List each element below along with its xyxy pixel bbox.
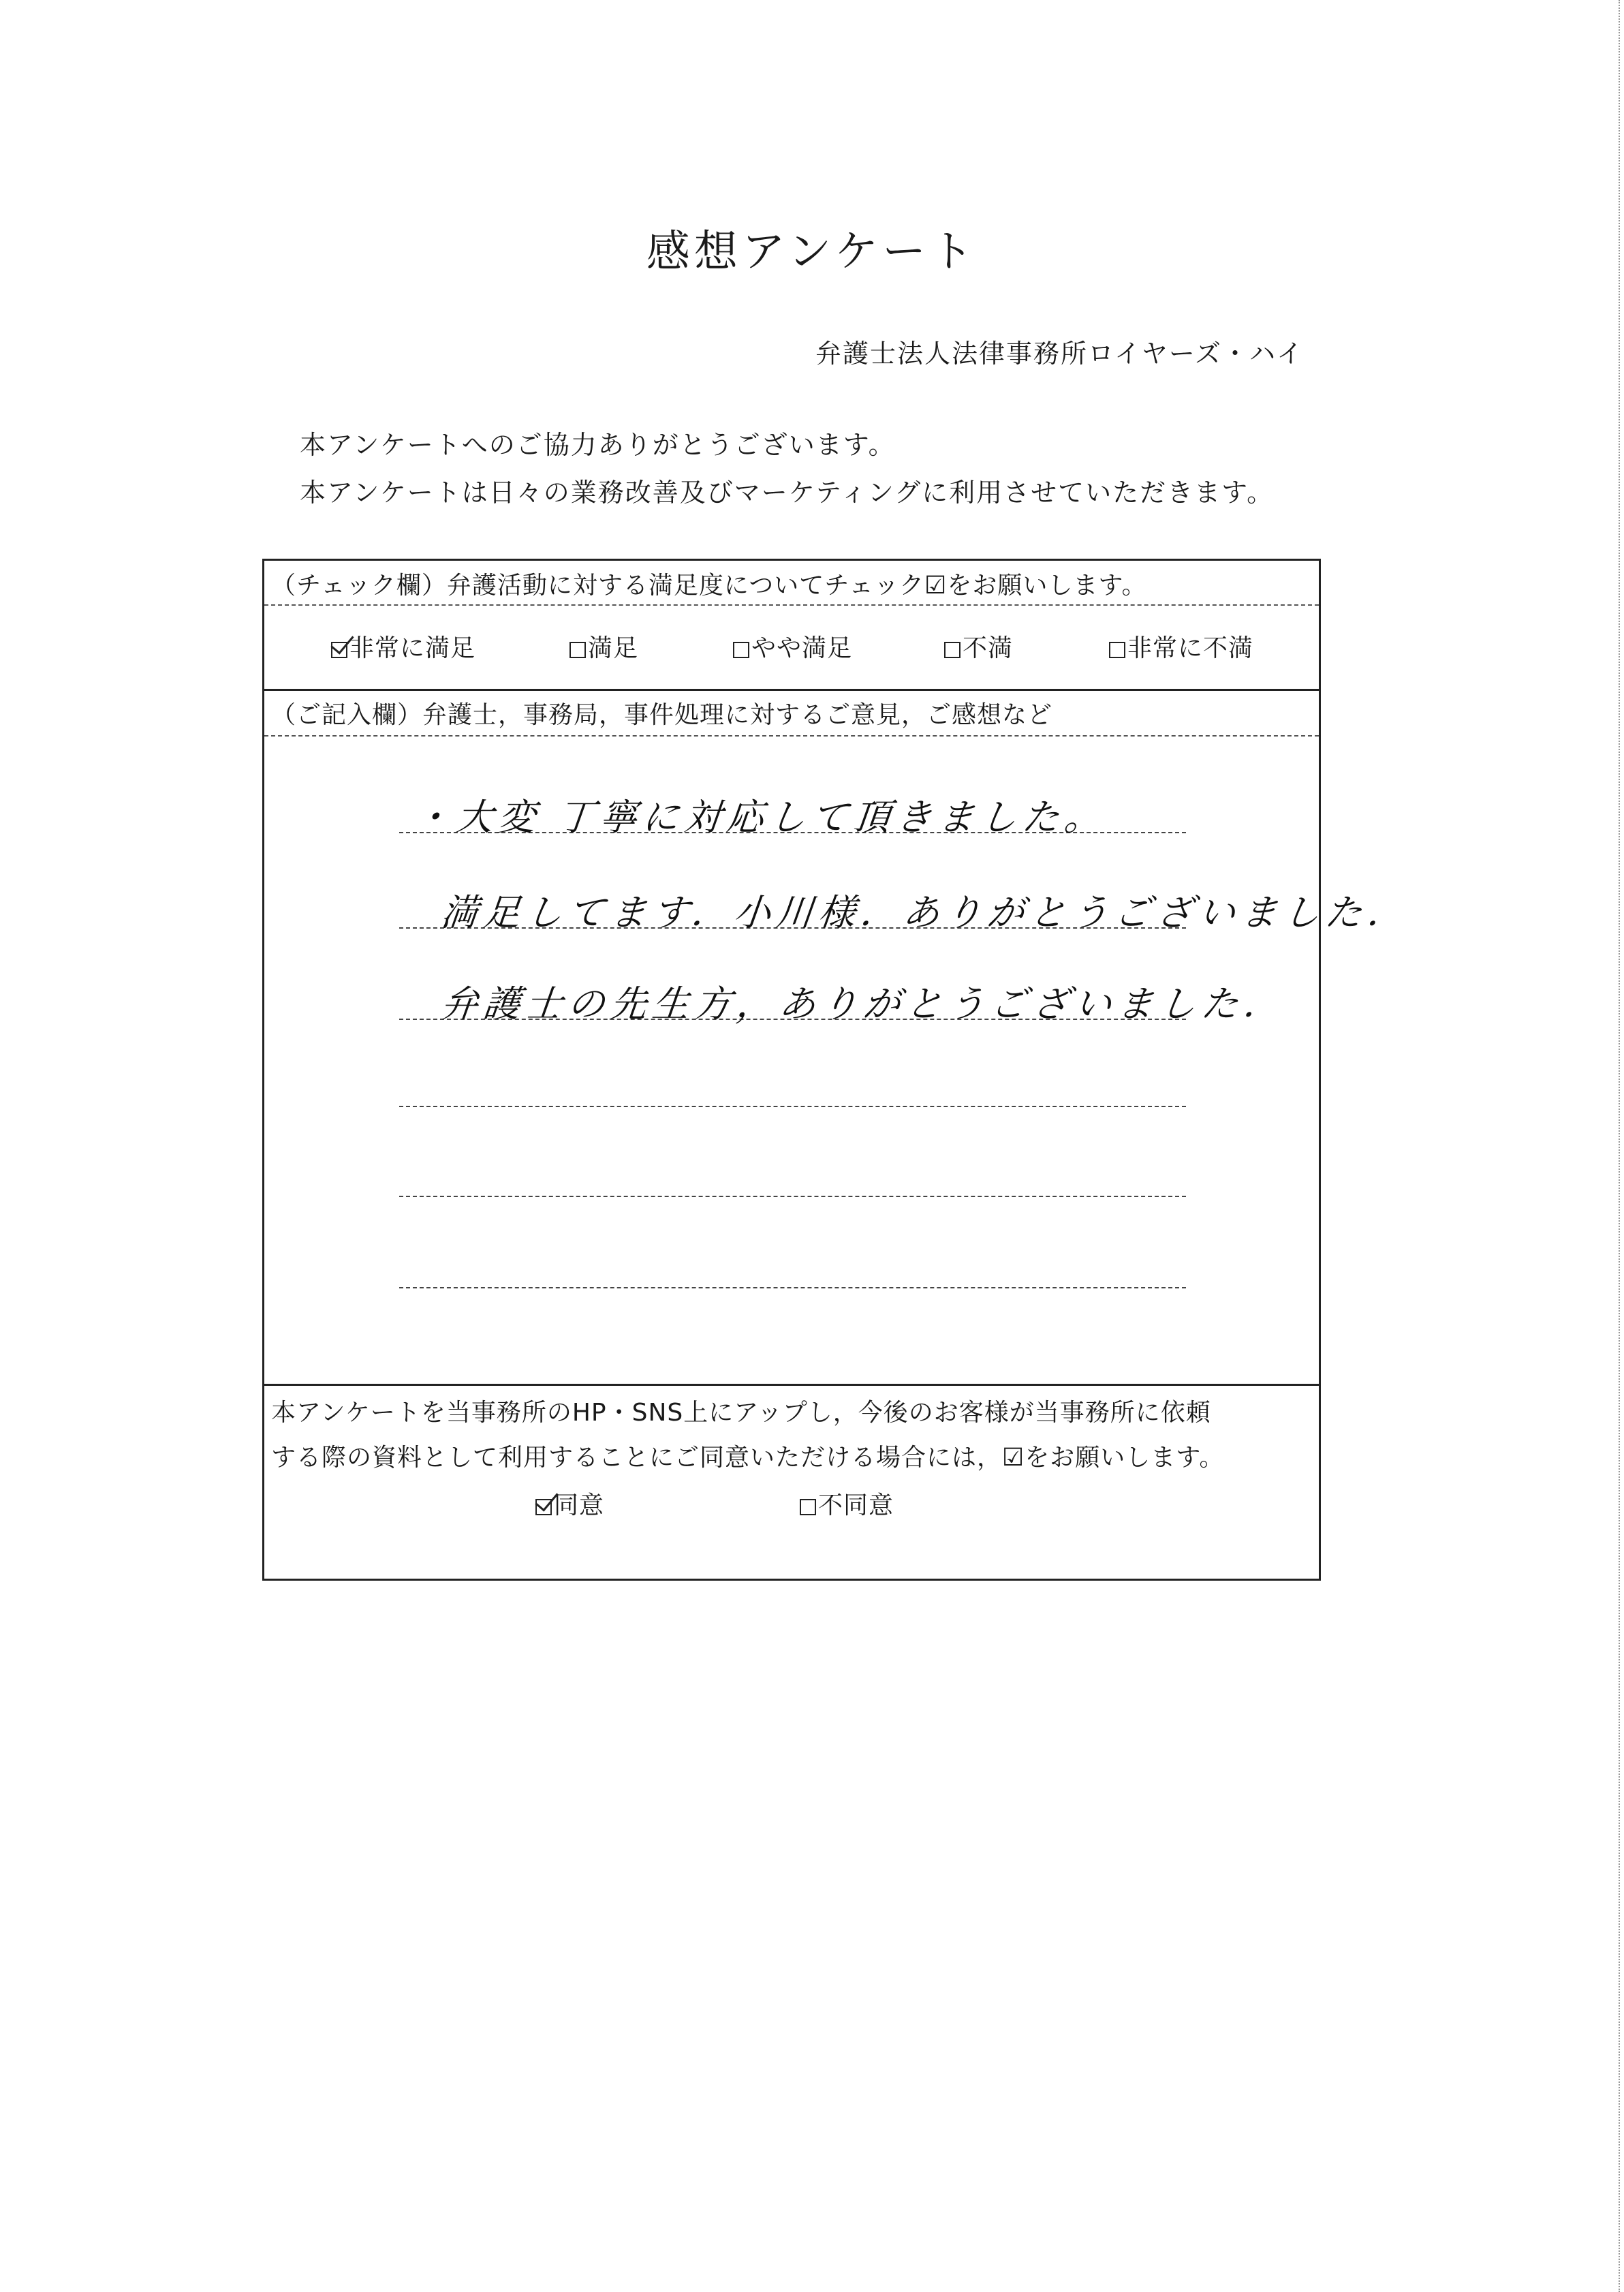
checkbox-icon[interactable]	[944, 642, 961, 658]
option-label: 同意	[554, 1491, 605, 1519]
scan-edge	[1617, 0, 1620, 2292]
survey-form	[262, 559, 1412, 1581]
divider	[264, 1384, 1319, 1386]
consent-disagree[interactable]	[800, 1486, 894, 1521]
check-section-header: （チェック欄）弁護活動に対する満足度についてチェック☑をお願いします。	[271, 572, 1147, 600]
option-somewhat-satisfied[interactable]	[733, 629, 852, 664]
ruled-line	[399, 1196, 1186, 1197]
ruled-line	[399, 1287, 1186, 1288]
option-label: 満足	[588, 634, 639, 662]
divider	[264, 735, 1319, 737]
firm-name: 弁護士法人法律事務所ロイヤーズ・ハイ	[815, 339, 1304, 369]
consent-text-line-1: 本アンケートを当事務所のHP・SNS上にアップし，今後のお客様が当事務所に依頼	[271, 1399, 1211, 1427]
intro-line-2: 本アンケートは日々の業務改善及びマーケティングに利用させていただきます。	[300, 478, 1275, 508]
checkbox-icon[interactable]	[733, 642, 749, 658]
option-label: やや満足	[751, 634, 853, 662]
option-very-satisfied[interactable]	[331, 629, 475, 664]
option-very-dissatisfied[interactable]	[1109, 629, 1253, 664]
consent-agree[interactable]	[535, 1486, 604, 1521]
divider	[264, 604, 1319, 606]
checkbox-icon[interactable]	[569, 642, 586, 658]
consent-text-line-2: する際の資料として利用することにご同意いただける場合には，☑をお願いします。	[271, 1444, 1225, 1472]
checkbox-checked-icon[interactable]	[535, 1499, 552, 1515]
option-label: 不同意	[818, 1491, 894, 1519]
checkbox-checked-icon[interactable]	[331, 642, 347, 658]
intro-line-1: 本アンケートへのご協力ありがとうございます。	[300, 430, 896, 460]
checkbox-icon[interactable]	[1109, 642, 1125, 658]
option-satisfied[interactable]	[569, 629, 638, 664]
option-label: 非常に不満	[1127, 634, 1254, 662]
option-label: 不満	[963, 634, 1014, 662]
page-title: 感想アンケート	[646, 227, 978, 277]
divider	[264, 689, 1319, 691]
comment-line-2[interactable]: 満足してます．小川様．ありがとうございました．	[439, 891, 1412, 934]
checkbox-icon[interactable]	[800, 1499, 816, 1515]
option-dissatisfied[interactable]	[944, 629, 1013, 664]
comment-section-header: （ご記入欄）弁護士，事務局，事件処理に対するご意見，ご感想など	[271, 701, 1053, 729]
comment-line-3[interactable]: 弁護士の先生方，ありがとうございました．	[439, 982, 1288, 1025]
comment-line-1[interactable]: ・大変 丁寧に対応して頂きました。	[411, 796, 1110, 839]
option-label: 非常に満足	[349, 634, 476, 662]
ruled-line	[399, 1106, 1186, 1107]
